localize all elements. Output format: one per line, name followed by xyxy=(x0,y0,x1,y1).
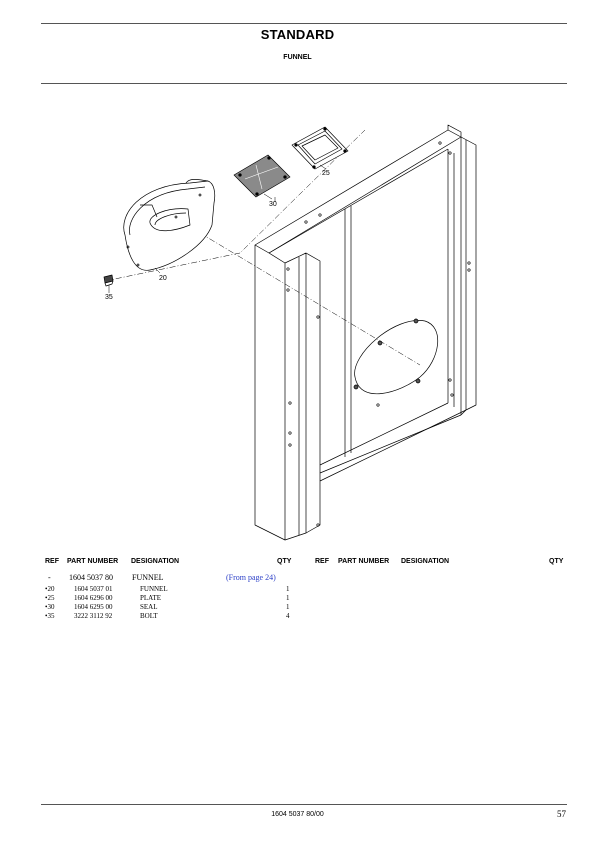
row-designation: FUNNEL xyxy=(140,585,168,593)
page-title: STANDARD xyxy=(260,27,335,42)
funnel-part-drawing xyxy=(124,179,215,270)
right-header-designation: DESIGNATION xyxy=(401,558,450,565)
row-ref: - xyxy=(48,573,51,582)
callout-35: 35 xyxy=(105,294,113,301)
row-qty: 1 xyxy=(286,603,290,611)
exploded-parts-drawing xyxy=(0,85,595,545)
left-header-part-number: PART NUMBER xyxy=(67,558,119,565)
row-designation: BOLT xyxy=(140,612,158,620)
row-ref: •25 xyxy=(45,594,55,602)
door-panel-drawing xyxy=(255,125,476,540)
left-header-ref: REF xyxy=(45,558,59,565)
plate-part-drawing xyxy=(292,127,348,169)
bolt-part-drawing xyxy=(104,275,113,293)
row-ref: •20 xyxy=(45,585,55,593)
callout-20: 20 xyxy=(159,275,167,282)
seal-part-drawing xyxy=(234,155,290,199)
row-qty: 1 xyxy=(286,585,290,593)
from-page-link[interactable]: (From page 24) xyxy=(226,573,276,582)
row-part-number: 3222 3112 92 xyxy=(74,612,113,620)
table-row xyxy=(41,573,291,582)
right-header-part-number: PART NUMBER xyxy=(338,558,390,565)
left-header-designation: DESIGNATION xyxy=(131,558,180,565)
page-subtitle: FUNNEL xyxy=(283,54,312,61)
row-part-number: 1604 5037 01 xyxy=(74,585,113,593)
row-designation: SEAL xyxy=(140,603,158,611)
row-part-number: 1604 6295 00 xyxy=(74,603,113,611)
table-row xyxy=(41,585,291,594)
page-number: 57 xyxy=(557,809,566,819)
top-rule xyxy=(41,23,567,24)
table-row xyxy=(41,594,291,603)
row-qty: 4 xyxy=(286,612,290,620)
row-part-number: 1604 6296 00 xyxy=(74,594,113,602)
left-header-qty: QTY xyxy=(277,558,292,565)
header-rule xyxy=(41,83,567,84)
row-ref: •35 xyxy=(45,612,55,620)
table-row xyxy=(41,603,291,612)
right-header-qty: QTY xyxy=(549,558,564,565)
footer-rule xyxy=(41,804,567,805)
document-number: 1604 5037 80/00 xyxy=(271,811,324,818)
right-header-ref: REF xyxy=(315,558,329,565)
row-ref: •30 xyxy=(45,603,55,611)
row-designation: PLATE xyxy=(140,594,161,602)
callout-30: 30 xyxy=(269,201,277,208)
row-designation: FUNNEL xyxy=(132,573,164,582)
row-qty: 1 xyxy=(286,594,290,602)
callout-25: 25 xyxy=(322,170,330,177)
table-row xyxy=(41,612,291,621)
row-part-number: 1604 5037 80 xyxy=(69,573,113,582)
